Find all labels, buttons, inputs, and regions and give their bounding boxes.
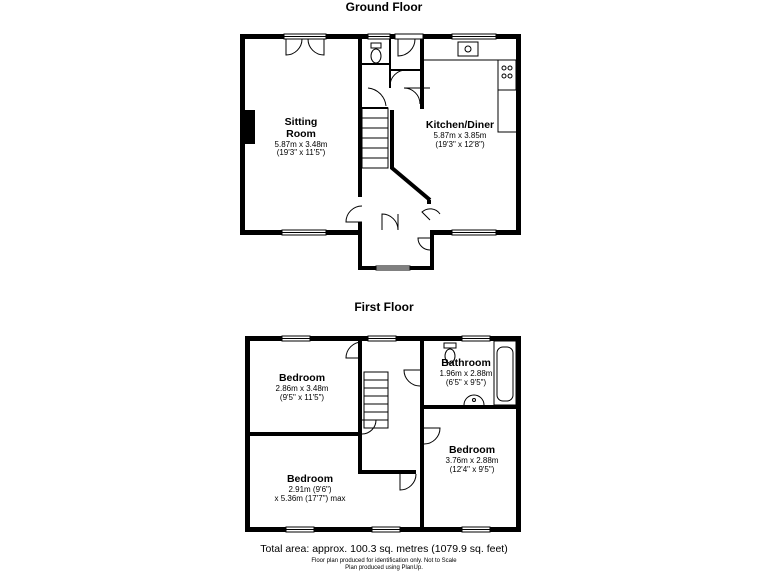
room-dimensions-metric: 3.76m x 2.88m	[445, 455, 499, 465]
disclaimer-line-1: Floor plan produced for identification only. Not to Scale	[311, 558, 457, 564]
room-dimensions-metric: 1.96m x 2.88m	[439, 368, 493, 378]
room-label-kitchen-diner	[426, 120, 494, 150]
ground-floor-title: Ground Floor	[345, 0, 423, 14]
room-label-bedroom-front-left	[276, 373, 329, 403]
room-name-line2: Room	[286, 127, 316, 140]
room-name: Bedroom	[278, 372, 326, 384]
room-dimensions-imperial: (19'3" x 11'5")	[276, 148, 326, 158]
room-label-bedroom-rear-left	[274, 474, 345, 504]
total-area: Total area: approx. 100.3 sq. metres (1079.9 sq. feet)	[260, 543, 508, 555]
room-dimensions-metric: 5.87m x 3.85m	[433, 130, 487, 140]
room-dimensions-metric: 5.87m x 3.48m	[274, 139, 328, 149]
room-name: Bathroom	[441, 357, 491, 369]
first-floor-title: First Floor	[354, 300, 414, 314]
room-label-sitting-room	[275, 117, 328, 158]
room-dimensions-imperial: (6'5" x 9'5")	[445, 377, 487, 387]
room-name: Bedroom	[286, 473, 334, 485]
room-name: Kitchen/Diner	[425, 119, 495, 131]
room-name: Bedroom	[448, 444, 496, 456]
disclaimer	[0, 558, 768, 572]
room-dimensions-imperial: (12'4" x 9'5")	[449, 464, 495, 474]
room-dimensions-imperial: (9'5" x 11'5")	[279, 392, 325, 402]
room-dimensions-imperial: x 5.36m (17'7") max	[274, 493, 346, 503]
room-name: Sitting	[284, 116, 318, 128]
room-label-bathroom	[440, 358, 493, 388]
room-dimensions-metric: 2.91m (9'6")	[288, 484, 332, 494]
disclaimer-line-2: Plan produced using PlanUp.	[345, 564, 423, 571]
room-dimensions-metric: 2.86m x 3.48m	[275, 383, 329, 393]
room-dimensions-imperial: (19'3" x 12'8")	[435, 139, 485, 149]
room-label-bedroom-right	[446, 445, 499, 475]
